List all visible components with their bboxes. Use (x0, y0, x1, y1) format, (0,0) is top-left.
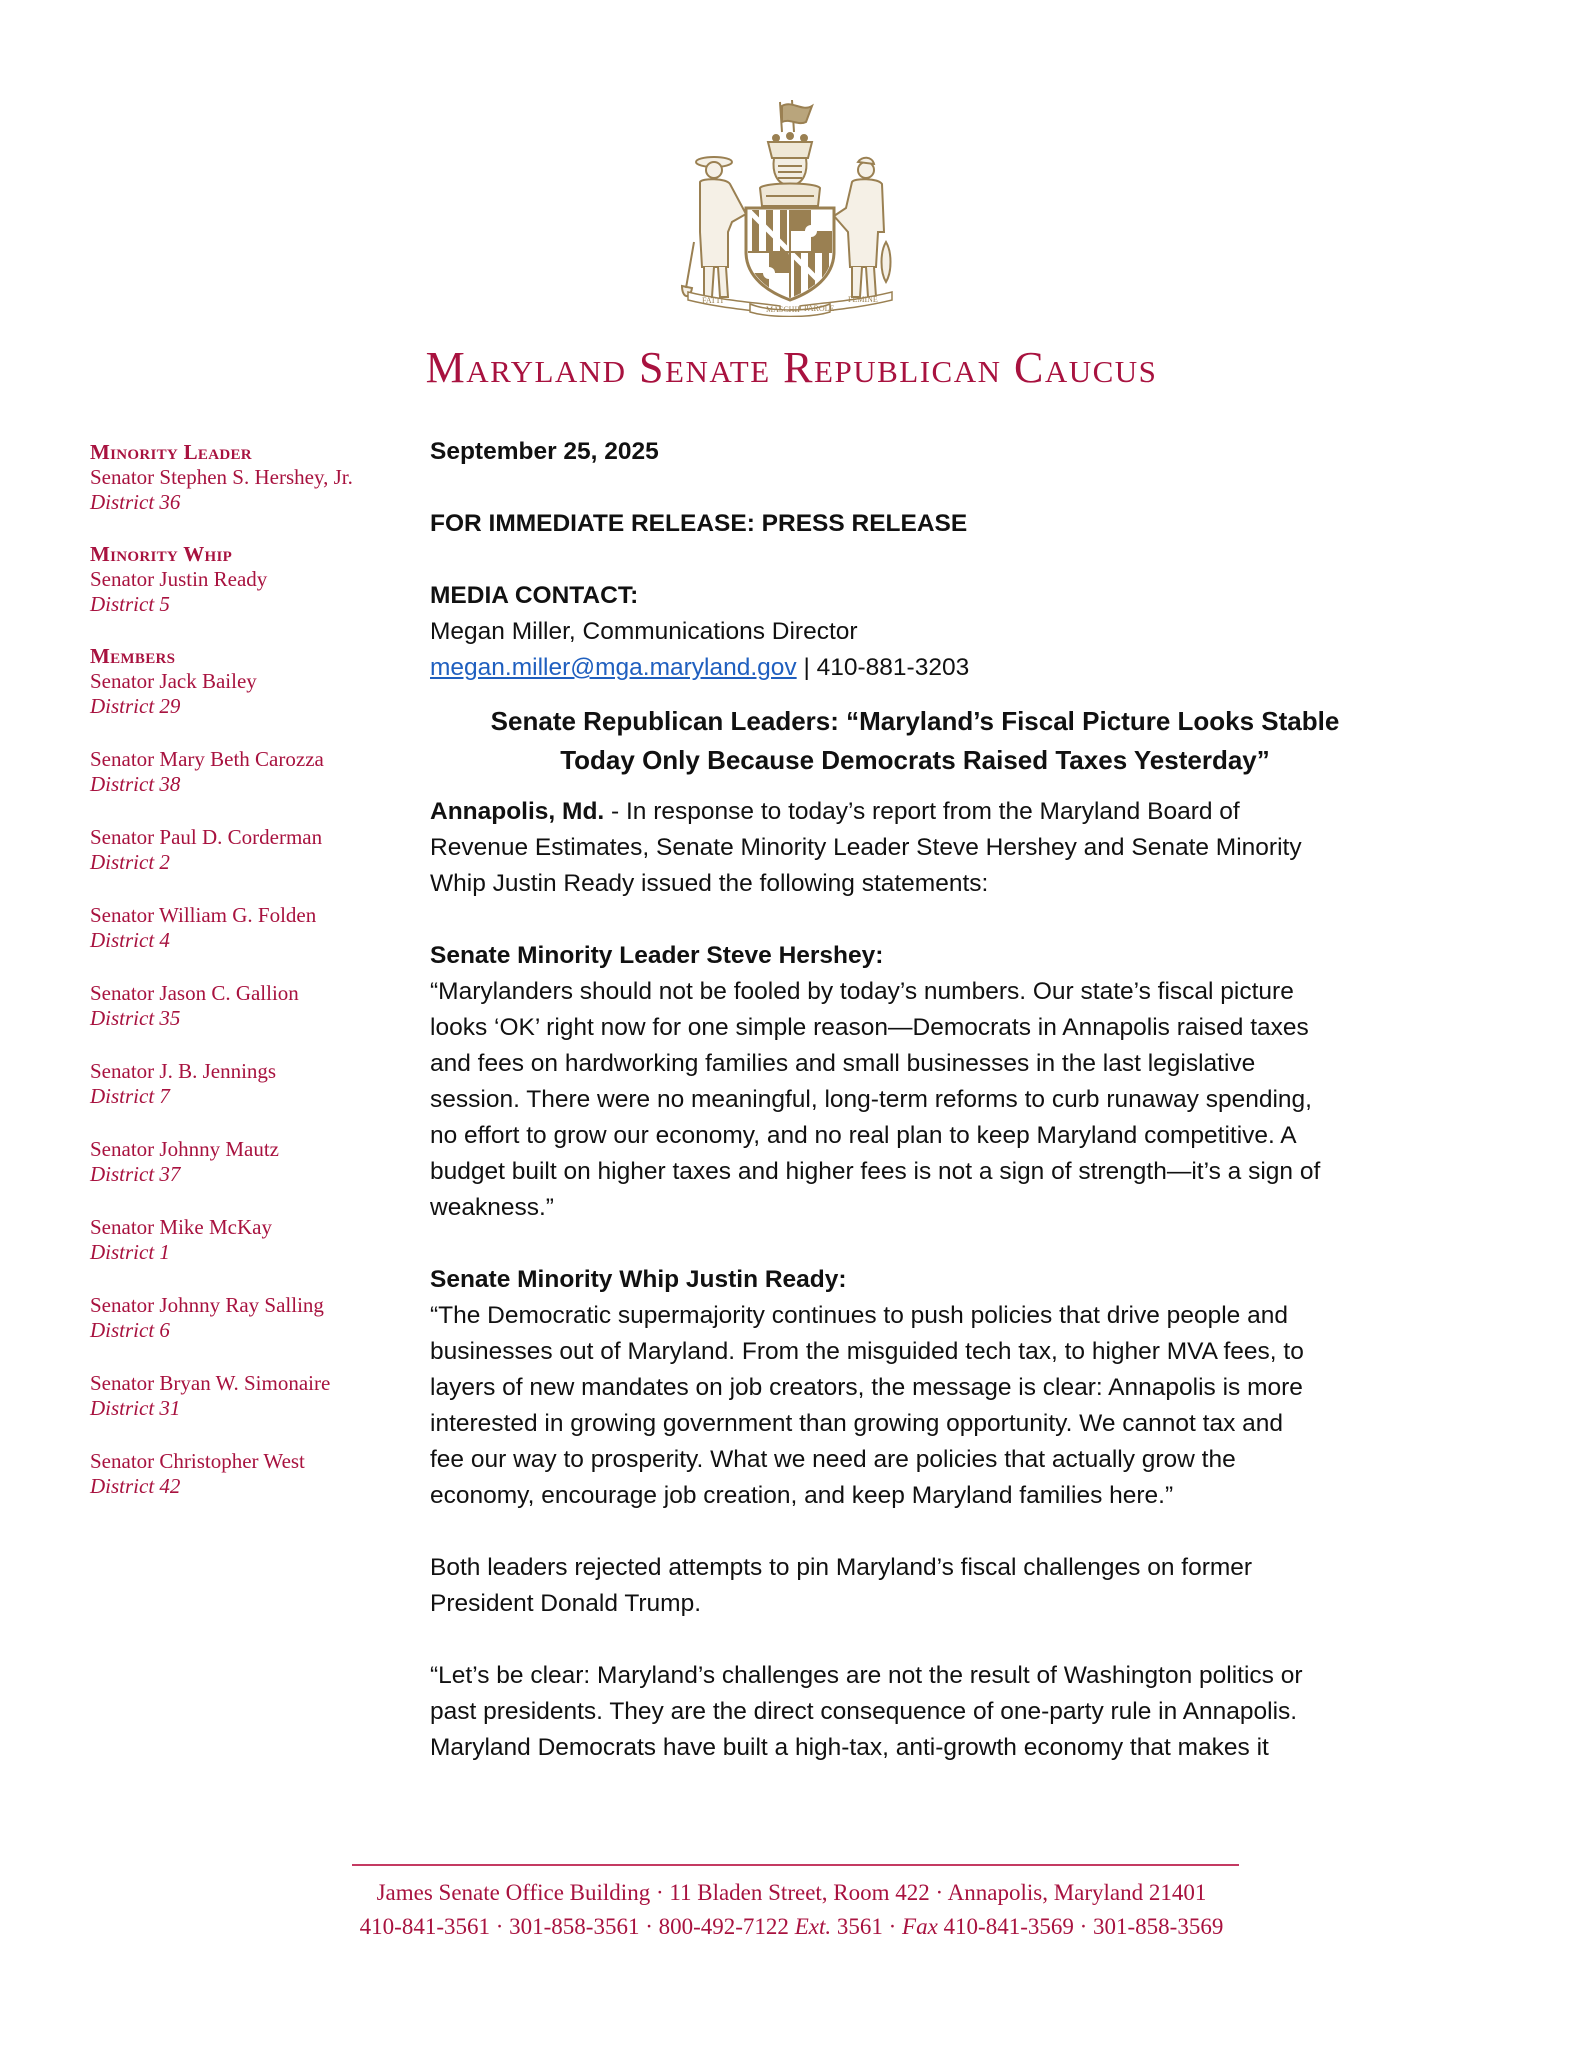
statement-speaker: Senate Minority Whip Justin Ready: (430, 1266, 847, 1293)
roster-section-minority-leader (90, 440, 390, 514)
roster-section-minority-whip (90, 542, 390, 616)
footer-address: James Senate Office Building · 11 Bladen Street, Room 422 · Annapolis, Maryland 21401 (376, 1880, 1207, 1905)
senator-district: District 35 (90, 1006, 181, 1030)
statement-quote (430, 1298, 1400, 1514)
member-entry (90, 746, 390, 796)
press-release-headline (430, 702, 1400, 780)
ext-value: 3561 · (831, 1914, 903, 1939)
member-entry (90, 824, 390, 874)
member-entry (90, 902, 390, 952)
svg-text:PAROLE: PAROLE (804, 304, 835, 313)
senator-district: District 37 (90, 1162, 181, 1186)
body-paragraph (430, 1550, 1400, 1622)
senator-name: Senator Christopher West (90, 1449, 305, 1473)
quote-line: weakness.” (430, 1194, 554, 1221)
quote-line: looks ‘OK’ right now for one simple reason—Democrats in Annapolis raised taxes (430, 1014, 1309, 1041)
media-contact-details (430, 650, 1400, 686)
senator-name: Senator Mike McKay (90, 1215, 272, 1239)
quote-line: businesses out of Maryland. From the misguided tech tax, to higher MVA fees, to (430, 1338, 1304, 1365)
senator-name: Senator Paul D. Corderman (90, 825, 323, 849)
svg-text:FATTI: FATTI (702, 296, 724, 305)
member-entry (90, 1448, 390, 1498)
senator-district: District 2 (90, 850, 170, 874)
quote-line: layers of new mandates on job creators, the message is clear: Annapolis is more (430, 1374, 1303, 1401)
media-contact-name: Megan Miller, Communications Director (430, 618, 858, 645)
quote-line: “The Democratic supermajority continues to push policies that drive people and (430, 1302, 1288, 1329)
senator-name: Senator Stephen S. Hershey, Jr. (90, 465, 353, 489)
svg-text:FEMINE: FEMINE (848, 295, 878, 304)
fax-numbers: 410-841-3569 · 301-858-3569 (937, 1914, 1224, 1939)
quote-line: session. There were no meaningful, long-term reforms to curb runaway spending, (430, 1086, 1312, 1113)
roster-heading: Minority Whip (90, 542, 233, 566)
senator-district: District 1 (90, 1240, 170, 1264)
fax-label: Fax (902, 1914, 938, 1939)
senator-district: District 42 (90, 1474, 181, 1498)
letterhead-footer (0, 1876, 1583, 1944)
quote-line: no effort to grow our economy, and no real plan to keep Maryland competitive. A (430, 1122, 1297, 1149)
paragraph-line: President Donald Trump. (430, 1590, 701, 1617)
senator-name: Senator Johnny Mautz (90, 1137, 279, 1161)
senator-name: Senator William G. Folden (90, 903, 317, 927)
roster-section-members (90, 644, 390, 1498)
quote-line: interested in growing government than growing opportunity. We cannot tax and (430, 1410, 1284, 1437)
member-entry (90, 1058, 390, 1108)
member-entry (90, 980, 390, 1030)
senator-district: District 5 (90, 592, 170, 616)
contact-phone: 410-881-3203 (816, 654, 970, 681)
press-release-body (430, 434, 1400, 1766)
quote-line: economy, encourage job creation, and keep Maryland families here.” (430, 1482, 1174, 1509)
quote-line: “Marylanders should not be fooled by today’s numbers. Our state’s fiscal picture (430, 978, 1294, 1005)
svg-text:MASCHII: MASCHII (766, 305, 800, 314)
ext-label: Ext. (794, 1914, 832, 1939)
contact-email-link[interactable]: megan.miller@mga.maryland.gov (430, 654, 797, 681)
senator-name: Senator Jack Bailey (90, 669, 257, 693)
footer-divider (352, 1864, 1239, 1866)
release-type: FOR IMMEDIATE RELEASE: PRESS RELEASE (430, 510, 968, 537)
caucus-roster-sidebar (90, 440, 390, 1526)
intro-text: Revenue Estimates, Senate Minority Leader Steve Hershey and Senate Minority (430, 834, 1302, 861)
paragraph-line: “Let’s be clear: Maryland’s challenges are not the result of Washington politics or (430, 1662, 1303, 1689)
quote-line: fee our way to prosperity. What we need are policies that actually grow the (430, 1446, 1236, 1473)
headline-line: Senate Republican Leaders: “Maryland’s Fiscal Picture Looks Stable (490, 706, 1340, 736)
senator-name: Senator Justin Ready (90, 567, 268, 591)
senator-district: District 6 (90, 1318, 170, 1342)
statement-speaker: Senate Minority Leader Steve Hershey: (430, 942, 884, 969)
senator-district: District 7 (90, 1084, 170, 1108)
release-date: September 25, 2025 (430, 438, 659, 465)
paragraph-line: past presidents. They are the direct consequence of one-party rule in Annapolis. (430, 1698, 1298, 1725)
senator-name: Senator Johnny Ray Salling (90, 1293, 324, 1317)
statement-quote (430, 974, 1400, 1226)
dateline: Annapolis, Md. (430, 798, 605, 825)
senator-name: Senator Bryan W. Simonaire (90, 1371, 331, 1395)
senator-name: Senator Jason C. Gallion (90, 981, 299, 1005)
paragraph-line: Both leaders rejected attempts to pin Maryland’s fiscal challenges on former (430, 1554, 1253, 1581)
roster-heading: Minority Leader (90, 440, 252, 464)
intro-text: Whip Justin Ready issued the following statements: (430, 870, 989, 897)
contact-separator: | (796, 654, 817, 681)
headline-line: Today Only Because Democrats Raised Taxes Yesterday” (560, 745, 1270, 775)
senator-name: Senator Mary Beth Carozza (90, 747, 324, 771)
intro-paragraph (430, 794, 1400, 902)
body-paragraph (430, 1658, 1400, 1766)
maryland-great-seal-icon (680, 92, 900, 317)
senator-district: District 31 (90, 1396, 181, 1420)
organization-title: Maryland Senate Republican Caucus (425, 343, 1158, 392)
senator-district: District 36 (90, 490, 181, 514)
paragraph-line: Maryland Democrats have built a high-tax, anti-growth economy that makes it (430, 1734, 1269, 1761)
senator-district: District 38 (90, 772, 181, 796)
footer-phones (0, 1910, 1583, 1944)
member-entry (90, 668, 390, 718)
member-entry (90, 1292, 390, 1342)
intro-text: - In response to today’s report from the Maryland Board of (604, 798, 1240, 825)
senator-name: Senator J. B. Jennings (90, 1059, 277, 1083)
senator-district: District 4 (90, 928, 170, 952)
quote-line: budget built on higher taxes and higher fees is not a sign of strength—it’s a sign of (430, 1158, 1321, 1185)
quote-line: and fees on hardworking families and small businesses in the last legislative (430, 1050, 1256, 1077)
senator-district: District 29 (90, 694, 181, 718)
phone-numbers: 410-841-3561 · 301-858-3561 · 800-492-7122 (359, 1914, 795, 1939)
member-entry (90, 1214, 390, 1264)
member-entry (90, 1136, 390, 1186)
member-entry (90, 1370, 390, 1420)
roster-heading: Members (90, 644, 176, 668)
media-contact-label: MEDIA CONTACT: (430, 582, 639, 609)
